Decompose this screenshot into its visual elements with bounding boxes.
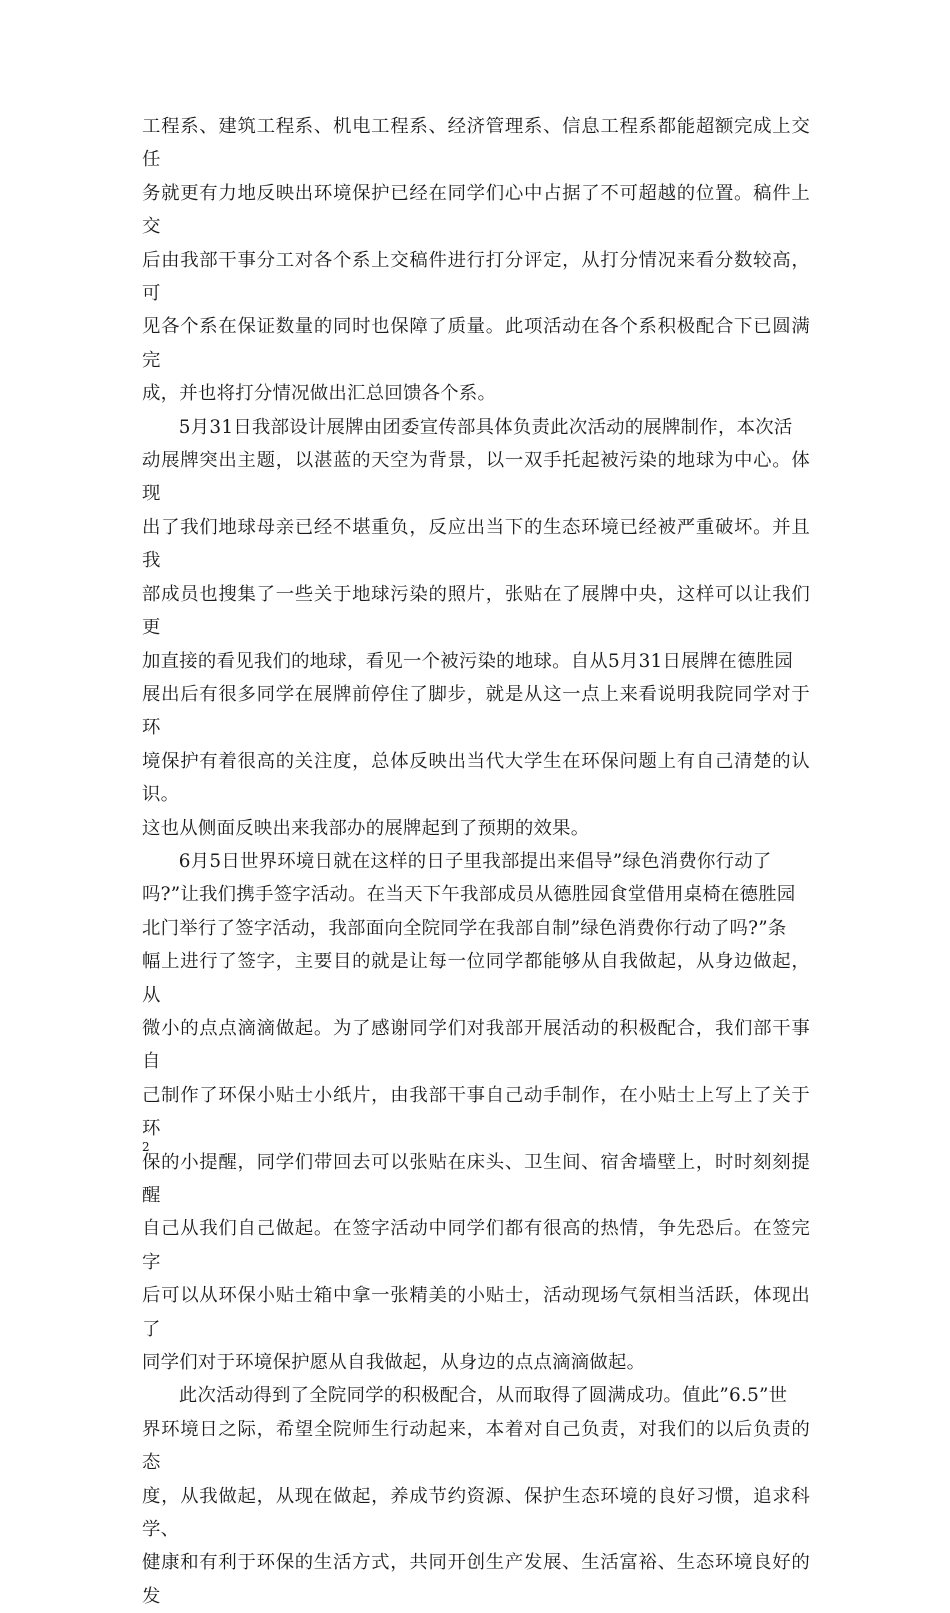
paragraph-3: 6月5日世界环境日就在这样的日子里我部提出来倡导”绿色消费你行动了 吗?”让我们携手签字活动。在当天下午我部成员从德胜园食堂借用桌椅在德胜园 北门举行了签字活动，我部面向全院同学在我部自制”绿色消费你行动了吗?”条 幅上进行了签字，主要目的就是让每一位同学都能够从自我做起，从身边做起，从 微小的点点滴滴做起。为了感谢同学们对我部开展活动的积极配合，我们部干事自 己制作了环保小贴士小纸片，由我部干事自己动手制作，在小贴士上写上了关于环 保的小提醒，同学们带回去可以张贴在床头、卫生间、宿舍墙壁上，时时刻刻提醒 自己从我们自己做起。在签字活动中同学们都有很高的热情，争先恐后。在签完字 后可以从环保小贴士箱中拿一张精美的小贴士，活动现场气氛相当活跃，体现出了 同学们对于环境保护愿从自我做起，从身边的点点滴滴做起。 xyxy=(142,850,810,1374)
paragraph-2: 5月31日我部设计展牌由团委宣传部具体负责此次活动的展牌制作，本次活 动展牌突出主题，以湛蓝的天空为背景，以一双手托起被污染的地球为中心。体现 出了我们地球母亲已经不堪重负，反应出当下的生态环境已经被严重破坏。并且我 部成员也搜集了一些关于地球污染的照片，张贴在了展牌中央，这样可以让我们更 加直接的看见我们的地球，看见一个被污染的地球。自从5月31日展牌在德胜园 展出后有很多同学在展牌前停住了脚步，就是从这一点上来看说明我院同学对于环 境保护有着很高的关注度，总体反映出当代大学生在环保问题上有自己清楚的认识。 这也从侧面反映出来我部办的展牌起到了预期的效果。 xyxy=(142,416,810,839)
page-number: 2 xyxy=(142,1140,150,1154)
document-body xyxy=(142,110,810,1613)
paragraph-1: 工程系、建筑工程系、机电工程系、经济管理系、信息工程系都能超额完成上交任 务就更有力地反映出环境保护已经在同学们心中占据了不可超越的位置。稿件上交 后由我部干事分工对各个系上交稿件进行打分评定，从打分情况来看分数较高，可 见各个系在保证数量的同时也保障了质量。此项活动在各个系积极配合下已圆满完 成，并也将打分情况做出汇总回馈各个系。 xyxy=(142,116,810,405)
paragraph-4: 此次活动得到了全院同学的积极配合，从而取得了圆满成功。值此”6.5”世 界环境日之际，希望全院师生行动起来，本着对自己负责，对我们的以后负责的态 度，从我做起，从现在做起，养成节约资源、保护生态环境的良好习惯，追求科学、 健康和有利于环保的生活方式，共同开创生产发展、生活富裕、生态环境良好的发 xyxy=(142,1385,810,1607)
